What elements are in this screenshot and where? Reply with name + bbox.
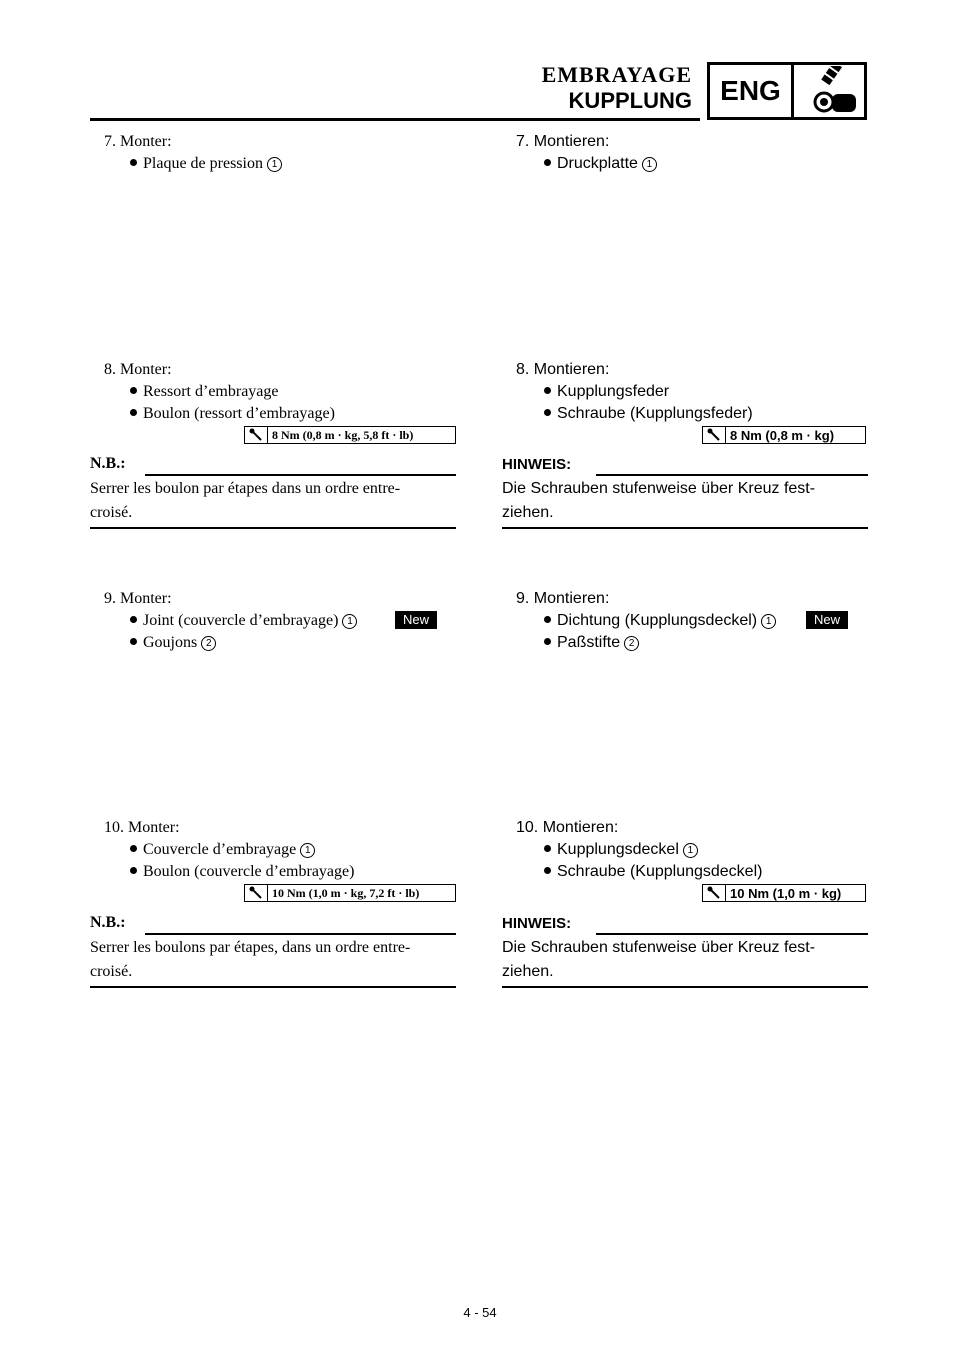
header-title-de: KUPPLUNG (568, 88, 692, 113)
de-step8-torque: 8 Nm (0,8 m · kg) (702, 426, 866, 444)
fr-step7-title: 7. Monter: (104, 133, 172, 150)
fr-step10-torque: 10 Nm (1,0 m · kg, 7,2 ft · lb) (244, 884, 456, 902)
de-note1-rule-bottom (502, 527, 868, 529)
ref-number: 1 (642, 157, 657, 172)
de-note2-label: HINWEIS: (502, 915, 572, 932)
fr-step7-item1: Plaque de pression 1 (130, 153, 282, 175)
de-step10-item1: Kupplungsdeckel 1 (544, 839, 698, 861)
ref-number: 1 (683, 843, 698, 858)
fr-note2-body: Serrer les boulons par étapes, dans un ordre entre- croisé. (90, 939, 411, 980)
fr-step9-item1: Joint (couvercle d’embrayage) 1 (130, 610, 357, 632)
bullet-icon (130, 387, 137, 394)
ref-number: 1 (300, 843, 315, 858)
de-step7-title: 7. Montieren: (516, 133, 610, 150)
fr-new-badge: New (395, 611, 437, 629)
ref-number: 2 (624, 636, 639, 651)
bullet-icon (130, 159, 137, 166)
fr-step8-item1: Ressort d’embrayage (130, 381, 279, 403)
header-title-fr: EMBRAYAGE (541, 62, 692, 87)
de-note2-body: Die Schrauben stufenweise über Kreuz fest- ziehen. (502, 939, 816, 980)
bullet-icon (544, 616, 551, 623)
engine-bolt-icon (794, 65, 864, 117)
fr-step9-title: 9. Monter: (104, 590, 172, 607)
bullet-icon (544, 409, 551, 416)
de-note1-body: Die Schrauben stufenweise über Kreuz fest- ziehen. (502, 480, 816, 521)
de-step9-item2: Paßstifte 2 (544, 632, 639, 654)
torque-wrench-icon (703, 427, 726, 443)
de-note2-rule-top (596, 933, 868, 935)
de-step8-item1: Kupplungsfeder (544, 381, 669, 403)
de-step9-item1: Dichtung (Kupplungsdeckel) 1 (544, 610, 776, 632)
fr-note2-label: N.B.: (90, 914, 126, 931)
de-step8-item2: Schraube (Kupplungsfeder) (544, 403, 753, 425)
bullet-icon (130, 638, 137, 645)
bullet-icon (544, 387, 551, 394)
section-badge-box (707, 62, 867, 120)
torque-wrench-icon (245, 427, 268, 443)
de-step10-title: 10. Montieren: (516, 819, 619, 836)
bullet-icon (544, 867, 551, 874)
fr-step8-item2: Boulon (ressort d’embrayage) (130, 403, 335, 425)
de-step9-title: 9. Montieren: (516, 590, 610, 607)
de-step7-item1: Druckplatte 1 (544, 153, 657, 175)
fr-step10-title: 10. Monter: (104, 819, 180, 836)
fr-step8-torque: 8 Nm (0,8 m · kg, 5,8 ft · lb) (244, 426, 456, 444)
fr-step8-title: 8. Monter: (104, 361, 172, 378)
bullet-icon (130, 845, 137, 852)
ref-number: 2 (201, 636, 216, 651)
fr-note2-rule-bottom (90, 986, 456, 988)
ref-number: 1 (342, 614, 357, 629)
bullet-icon (130, 616, 137, 623)
de-note2-rule-bottom (502, 986, 868, 988)
de-note1-label: HINWEIS: (502, 456, 572, 473)
ref-number: 1 (761, 614, 776, 629)
de-step10-torque: 10 Nm (1,0 m · kg) (702, 884, 866, 902)
header-rule (90, 118, 700, 121)
fr-note1-body: Serrer les boulon par étapes dans un ordre entre- croisé. (90, 480, 401, 521)
section-badge: ENG (710, 65, 794, 117)
fr-step9-item2: Goujons 2 (130, 632, 216, 654)
bullet-icon (544, 638, 551, 645)
fr-note1-rule-top (145, 474, 456, 476)
de-step10-item2: Schraube (Kupplungsdeckel) (544, 861, 762, 883)
torque-wrench-icon (245, 885, 268, 901)
ref-number: 1 (267, 157, 282, 172)
fr-step10-item2: Boulon (couvercle d’embrayage) (130, 861, 354, 883)
page-number: 4 - 54 (463, 1305, 497, 1320)
de-note1-rule-top (596, 474, 868, 476)
de-new-badge: New (806, 611, 848, 629)
bullet-icon (130, 409, 137, 416)
fr-step10-item1: Couvercle d’embrayage 1 (130, 839, 315, 861)
torque-wrench-icon (703, 885, 726, 901)
de-step8-title: 8. Montieren: (516, 361, 610, 378)
bullet-icon (544, 159, 551, 166)
bullet-icon (130, 867, 137, 874)
fr-note2-rule-top (145, 933, 456, 935)
bullet-icon (544, 845, 551, 852)
fr-note1-rule-bottom (90, 527, 456, 529)
fr-note1-label: N.B.: (90, 455, 126, 472)
